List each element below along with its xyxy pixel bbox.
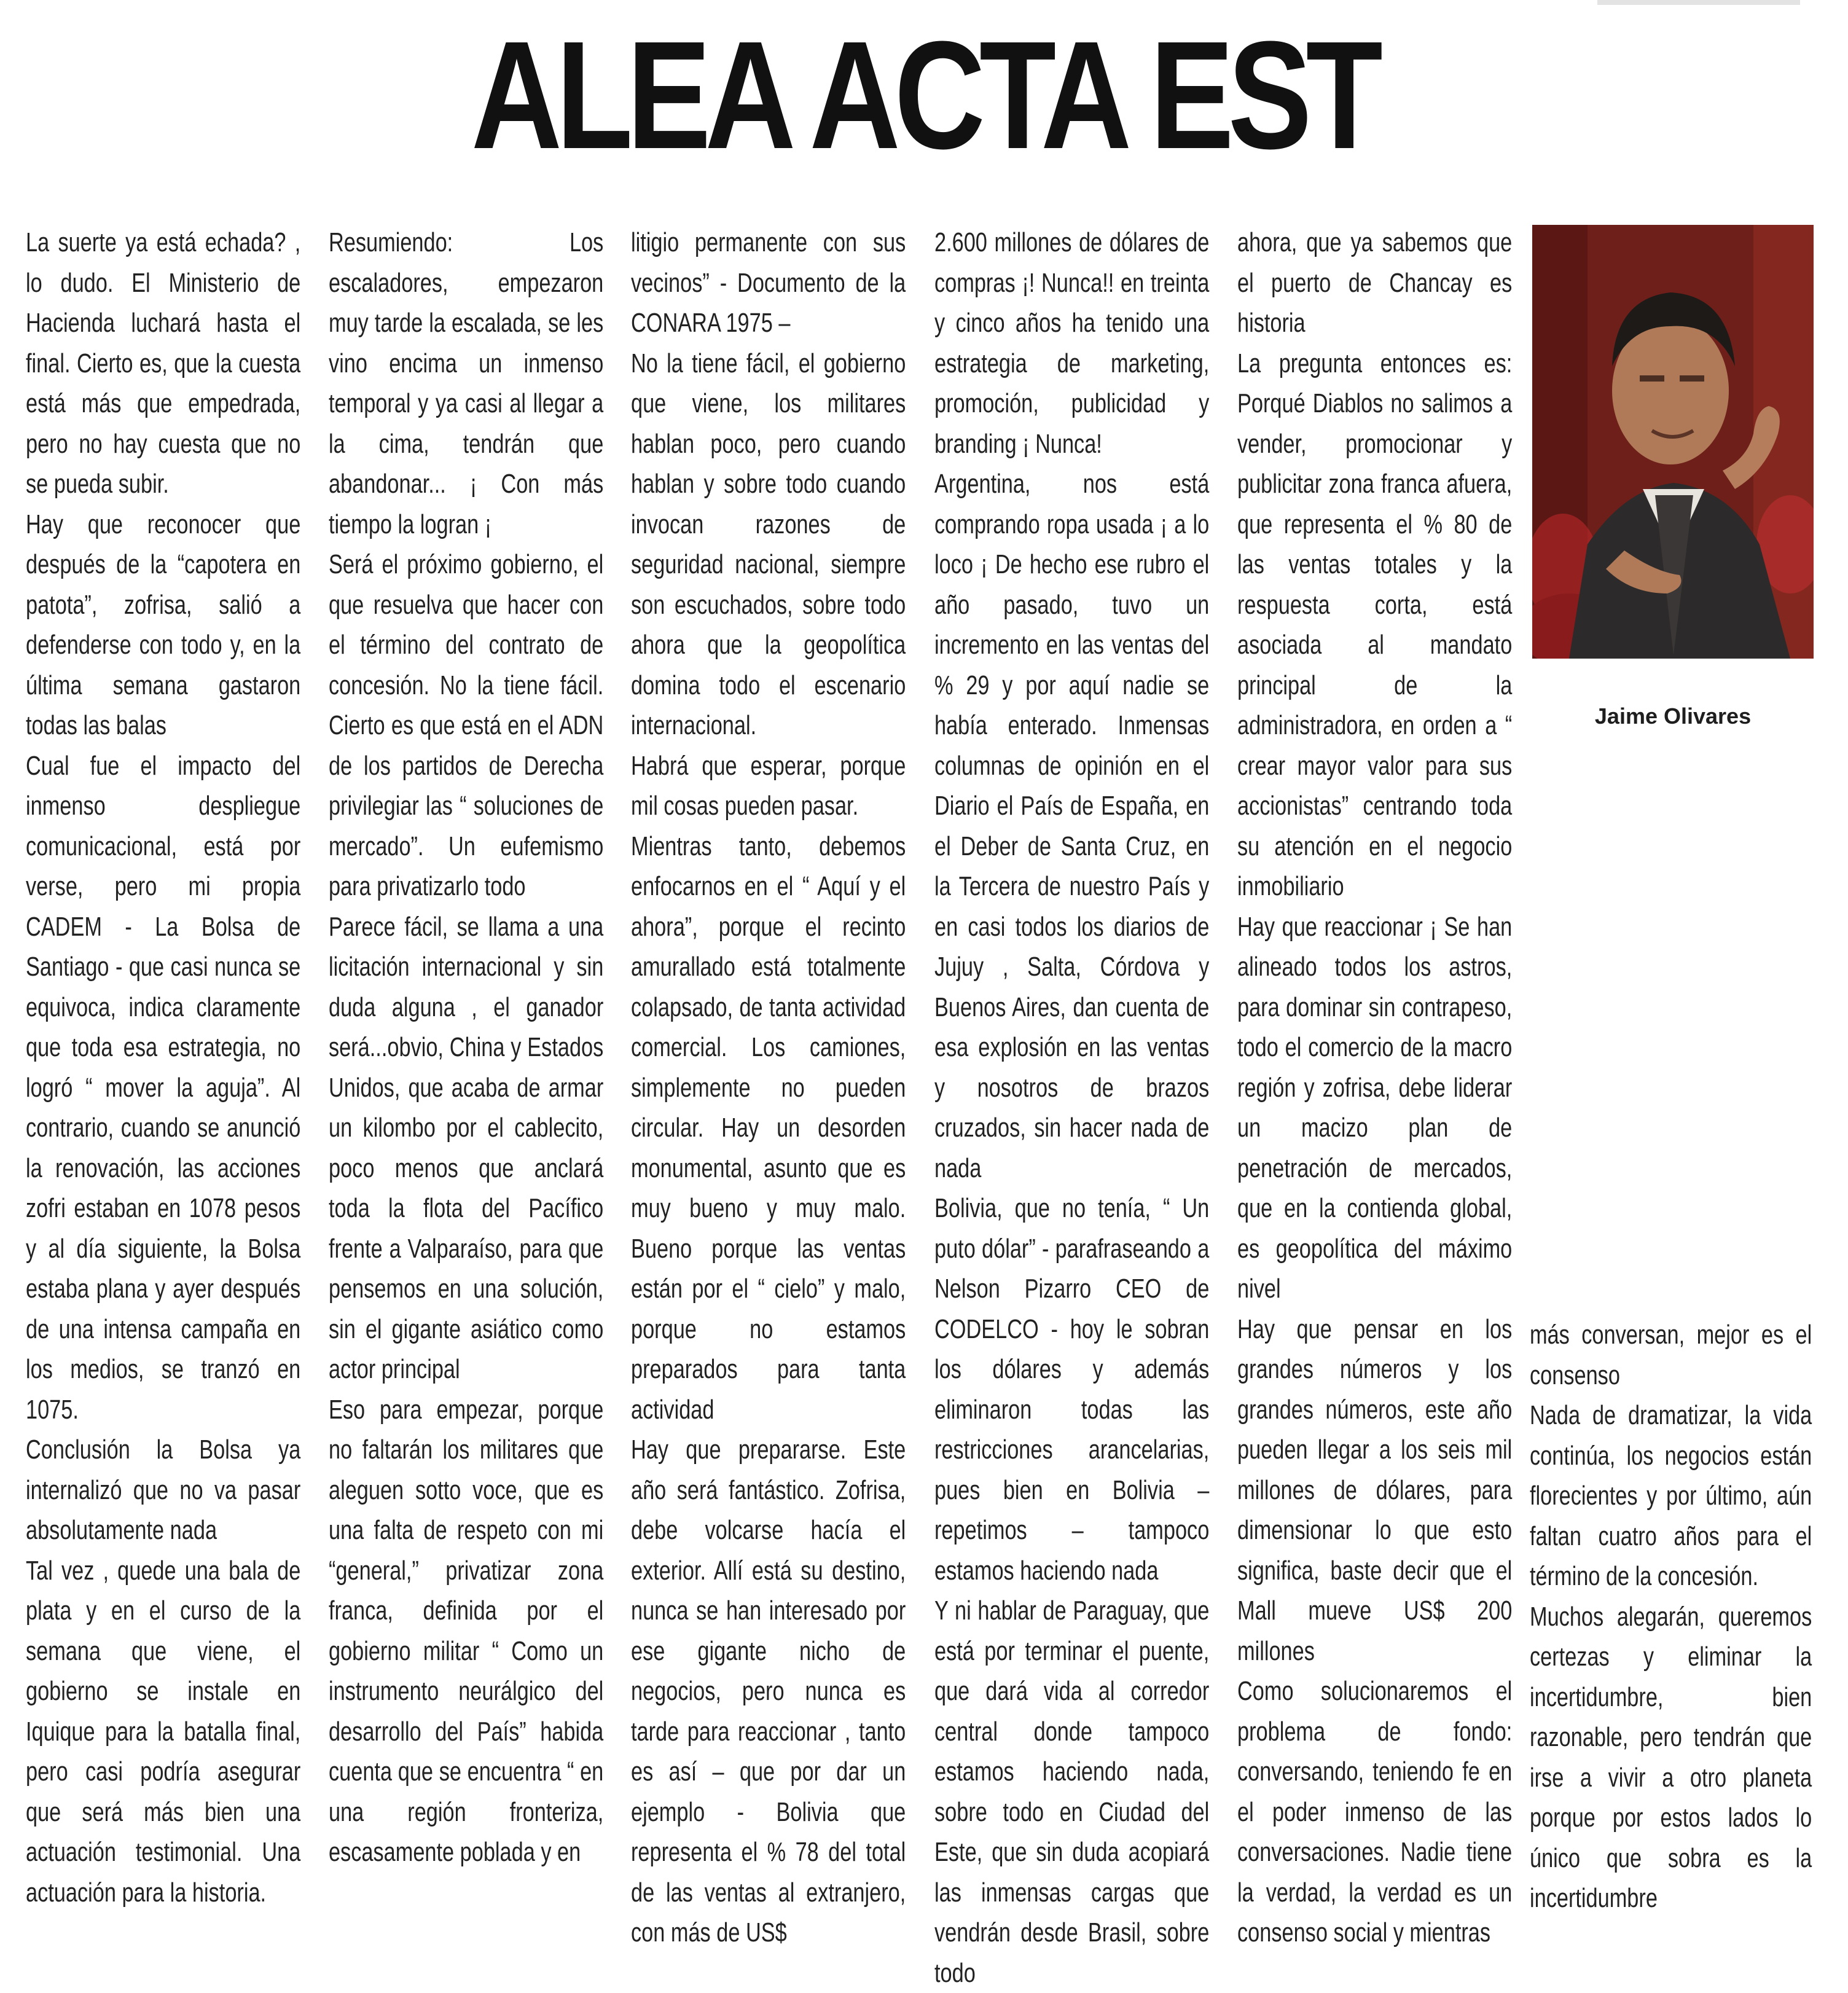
article-column-3: [631, 222, 906, 1953]
paragraph: 2.600 millones de dólares de compras ¡! Nunca!! en treinta y cinco años ha tenido una estrategia de marketing, promoción, publicidad y branding ¡ Nunca!: [934, 227, 1210, 459]
article-column-2: [329, 222, 604, 1873]
paragraph: La pregunta entonces es: Porqué Diablos no salimos a vender, promocionar y publicitar zona franca afuera, que representa el % 80 de las ventas totales y la respuesta corta, está asociada al mandato principal de la administradora, en orden a “ crear mayor valor para sus accionistas” centrando toda su atención en el negocio inmobiliario: [1237, 348, 1513, 901]
article-column-4: [934, 222, 1210, 1993]
paragraph: Conclusión la Bolsa ya internalizó que no va pasar absolutamente nada: [26, 1435, 301, 1545]
paragraph: Mientras tanto, debemos enfocarnos en el “ Aquí y el ahora”, porque el recinto amurallado está totalmente colapsado, de tanta actividad comercial. Los camiones, simplemente no pueden circular. Hay un desorden monumental, asunto que es muy bueno y muy malo. Bueno porque las ventas están por el “ cielo” y malo, porque no estamos preparados para tanta actividad: [631, 831, 906, 1425]
paragraph: Bolivia, que no tenía, “ Un puto dólar” - parafraseando a Nelson Pizarro CEO de CODELCO - hoy le sobran los dólares y además eliminaron todas las restricciones arancelarias, pues bien en Bolivia – repetimos – tampoco estamos haciendo nada: [934, 1193, 1210, 1586]
article-column-1: [26, 222, 301, 1913]
paragraph: Será el próximo gobierno, el que resuelva que hacer con el término del contrato de concesión. No la tiene fácil. Cierto es que está en el ADN de los partidos de Derecha privilegiar las “ soluciones de mercado”. Un eufemismo para privatizarlo todo: [329, 549, 604, 901]
paragraph: Habrá que esperar, porque mil cosas pueden pasar.: [631, 750, 906, 821]
paragraph: Como solucionaremos el problema de fondo: conversando, teniendo fe en el poder inmenso de las conversaciones. Nadie tiene la verdad, la verdad es un consenso social y mientras: [1237, 1676, 1513, 1948]
paragraph: Hay que reconocer que después de la “capotera en patota”, zofrisa, salió a defenderse con todo y, en la última semana gastaron todas las balas: [26, 509, 301, 740]
paragraph: Parece fácil, se llama a una licitación internacional y sin duda alguna , el ganador será...obvio, China y Estados Unidos, que acaba de armar un kilombo por el cablecito, poco menos que anclará toda la flota del Pacífico frente a Valparaíso, para que pensemos en una solución, sin el gigante asiático como actor principal: [329, 911, 604, 1384]
paragraph: Eso para empezar, porque no faltarán los militares que aleguen sotto voce, que es una falta de respeto con mi “general,” privatizar zona franca, definida por el gobierno militar “ Como un instrumento neurálgico del desarrollo del País” habida cuenta que se encuentra “ en una región fronteriza, escasamente poblada y en: [329, 1394, 604, 1867]
paragraph: Y ni hablar de Paraguay, que está por terminar el puente, que dará vida al corredor central donde tampoco estamos haciendo nada, sobre todo en Ciudad del Este, que sin duda acopiará las inmensas cargas que vendrán desde Brasil, sobre todo: [934, 1596, 1210, 1988]
paragraph: No la tiene fácil, el gobierno que viene, los militares hablan poco, pero cuando hablan y sobre todo cuando invocan razones de seguridad nacional, siempre son escuchados, sobre todo ahora que la geopolítica domina todo el escenario internacional.: [631, 348, 906, 740]
paragraph: Hay que prepararse. Este año será fantástico. Zofrisa, debe volcarse hacía el exterior. Allí está su destino, nunca se han interesado por ese gigante nicho de negocios, pero nunca es tarde para reaccionar , tanto es así – que por dar un ejemplo - Bolivia que representa el % 78 del total de las ventas al extranjero, con más de US$: [631, 1435, 906, 1948]
paragraph: Cual fue el impacto del inmenso despliegue comunicacional, está por verse, pero mi propia CADEM - La Bolsa de Santiago - que casi nunca se equivoca, indica claramente que toda esa estrategia, no logró “ mover la aguja”. Al contrario, cuando se anunció la renovación, las acciones zofri estaban en 1078 pesos y al día siguiente, la Bolsa estaba plana y ayer después de una intensa campaña en los medios, se tranzó en 1075.: [26, 750, 301, 1425]
paragraph: La suerte ya está echada? , lo dudo. El Ministerio de Hacienda luchará hasta el final. Cierto es, que la cuesta está más que empedrada, pero no hay cuesta que no se pueda subir.: [26, 227, 301, 499]
top-divider: [1597, 0, 1800, 5]
author-photo: [1532, 225, 1814, 659]
paragraph: ahora, que ya sabemos que el puerto de Chancay es historia: [1237, 227, 1513, 338]
article-column-5: [1237, 222, 1513, 1953]
paragraph: Argentina, nos está comprando ropa usada ¡ a lo loco ¡ De hecho ese rubro el año pasado, tuvo un incremento en las ventas del % 29 y por aquí nadie se había enterado. Inmensas columnas de opinión en el Diario el País de España, en el Deber de Santa Cruz, en la Tercera de nuestro País y en casi todos los diarios de Jujuy , Salta, Córdova y Buenos Aires, dan cuenta de esa explosión en las ventas y nosotros de brazos cruzados, sin hacer nada de nada: [934, 469, 1210, 1183]
paragraph: Resumiendo: Los escaladores, empezaron muy tarde la escalada, se les vino encima un inmenso temporal y ya casi al llegar a la cima, tendrán que abandonar... ¡ Con más tiempo la logran ¡: [329, 227, 604, 539]
paragraph: litigio permanente con sus vecinos” - Documento de la CONARA 1975 –: [631, 227, 906, 338]
paragraph: Hay que pensar en los grandes números y los grandes números, este año pueden llegar a los seis mil millones de dólares, para dimensionar lo que esto significa, baste decir que el Mall mueve US$ 200 millones: [1237, 1314, 1513, 1666]
paragraph: Hay que reaccionar ¡ Se han alineado todos los astros, para dominar sin contrapeso, todo el comercio de la macro región y zofrisa, debe liderar un macizo plan de penetración de mercados, que en la contienda global, es geopolítica del máximo nivel: [1237, 911, 1513, 1304]
paragraph: Nada de dramatizar, la vida continúa, los negocios están florecientes y por último, aún faltan cuatro años para el término de la concesión.: [1530, 1400, 1812, 1591]
paragraph: Muchos alegarán, queremos certezas y eliminar la incertidumbre, bien razonable, pero tendrán que irse a vivir a otro planeta porque por estos lados lo único que sobra es la incertidumbre: [1530, 1601, 1812, 1913]
article-column-6: [1530, 1315, 1812, 1919]
author-photo-illustration: [1532, 225, 1814, 659]
photo-caption: Jaime Olivares: [1594, 703, 1752, 729]
article-title: ALEA ACTA EST: [471, 9, 1377, 181]
paragraph: más conversan, mejor es el consenso: [1530, 1320, 1812, 1390]
paragraph: Tal vez , quede una bala de plata y en el curso de la semana que viene, el gobierno se instale en Iquique para la batalla final, pero casi podría asegurar que será más bien una actuación testimonial. Una actuación para la historia.: [26, 1555, 301, 1908]
